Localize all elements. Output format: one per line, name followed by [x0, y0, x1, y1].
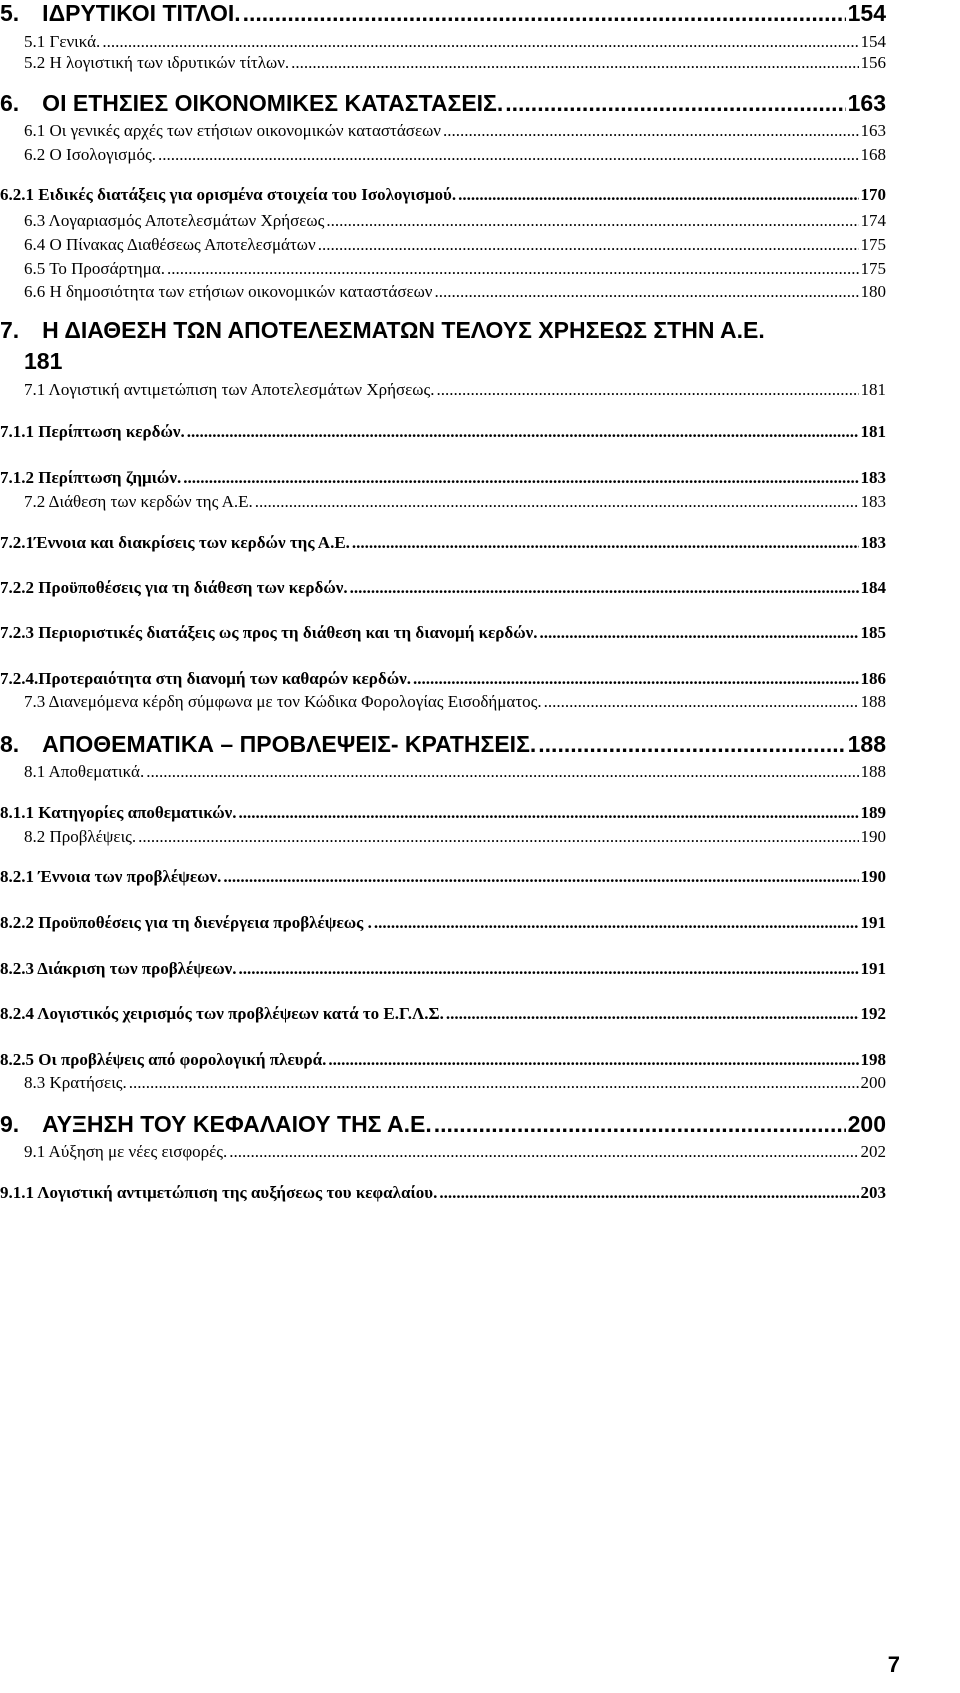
toc-entry-page: 184 — [860, 578, 886, 597]
toc-entry-page: 192 — [860, 1004, 886, 1023]
toc-entry-label: 7.3 Διανεμόμενα κέρδη σύμφωνα με τον Κώδικα Φορολογίας Εισοδήματος. — [24, 692, 542, 711]
toc-entry-label: 6.1 Οι γενικές αρχές των ετήσιων οικονομικών καταστάσεων — [24, 121, 441, 140]
toc-entry-label: 6.4 Ο Πίνακας Διαθέσεως Αποτελεσμάτων — [24, 235, 316, 254]
toc-entry-label: 9. ΑΥΞΗΣΗ ΤΟΥ ΚΕΦΑΛΑΙΟΥ ΤΗΣ Α.Ε. — [0, 1111, 432, 1137]
toc-entry-label: 7.1 Λογιστική αντιμετώπιση των Αποτελεσμάτων Χρήσεως. — [24, 380, 435, 399]
toc-entry-label: 9.1.1 Λογιστική αντιμετώπιση της αυξήσεως του κεφαλαίου. — [0, 1183, 438, 1202]
toc-entry-page: 168 — [860, 145, 886, 164]
toc-entry-label: 8.2.1 Έννοια των προβλέψεων. — [0, 867, 222, 886]
toc-entry-label: 5.1 Γενικά. — [24, 32, 101, 51]
toc-entry-label: 6.3 Λογαριασμός Αποτελεσμάτων Χρήσεως — [24, 211, 325, 230]
toc-entry-label: 7.2 Διάθεση των κερδών της Α.Ε. — [24, 492, 253, 511]
toc-entry-label: 7.2.4.Προτεραιότητα στη διανομή των καθαρών κερδών. — [0, 669, 411, 688]
toc-entry-label: 5.2 Η λογιστική των ιδρυτικών τίτλων. — [24, 53, 290, 72]
toc-entry-page: 180 — [860, 282, 886, 301]
toc-entry-page: 181 — [24, 348, 63, 374]
toc-entry-label: 6.6 Η δημοσιότητα των ετήσιων οικονομικών καταστάσεων — [24, 282, 433, 301]
toc-entry-page: 198 — [860, 1050, 886, 1069]
toc-entry-page: 183 — [860, 492, 886, 511]
toc-entry-label: 6. ΟΙ ΕΤΗΣΙΕΣ ΟΙΚΟΝΟΜΙΚΕΣ ΚΑΤΑΣΤΑΣΕΙΣ. — [0, 90, 504, 116]
toc-entry-page: 202 — [860, 1142, 886, 1161]
toc-entry-label: 7.2.1Έννοια και διακρίσεις των κερδών της Α.Ε. — [0, 533, 350, 552]
toc-entry-label: 8.2.3 Διάκριση των προβλέψεων. — [0, 959, 237, 978]
toc-entry-label: 8.2.2 Προϋποθέσεις για τη διενέργεια προβλέψεως . — [0, 913, 372, 932]
toc-entry-page: 191 — [860, 913, 886, 932]
toc-entry-page: 163 — [847, 90, 886, 116]
toc-entry-page: 174 — [860, 211, 886, 230]
toc-entry-page: 186 — [860, 669, 886, 688]
toc-entry-page: 154 — [860, 32, 886, 51]
toc-entry-label: 8.2.5 Οι προβλέψεις από φορολογική πλευρά. — [0, 1050, 327, 1069]
toc-entry-page: 170 — [860, 185, 886, 204]
toc-entry-label: 8.1 Αποθεματικά. — [24, 762, 145, 781]
toc-entry-page: 154 — [847, 0, 886, 26]
toc-entry-label: 8.2.4 Λογιστικός χειρισμός των προβλέψεων κατά το Ε.Γ.Λ.Σ. — [0, 1004, 444, 1023]
toc-entry-page: 200 — [860, 1073, 886, 1092]
toc-entry-page: 185 — [860, 623, 886, 642]
toc-entry-label: 6.5 Το Προσάρτημα. — [24, 259, 165, 278]
toc-entry-page: 188 — [847, 731, 886, 757]
toc-entry-page: 181 — [860, 422, 886, 441]
toc-entry-label: 9.1 Αύξηση με νέες εισφορές. — [24, 1142, 228, 1161]
toc-entry-page: 188 — [860, 692, 886, 711]
toc-entry-page: 156 — [860, 53, 886, 72]
toc-entry-page: 163 — [860, 121, 886, 140]
toc-entry-label: 6.2 Ο Ισολογισμός. — [24, 145, 156, 164]
toc-entry-label: 8.1.1 Κατηγορίες αποθεματικών. — [0, 803, 237, 822]
toc-entry-page: 190 — [860, 867, 886, 886]
page-number: 7 — [887, 1652, 900, 1677]
toc-entry-page: 189 — [860, 803, 886, 822]
toc-entry-label: 8.3 Κρατήσεις. — [24, 1073, 127, 1092]
toc-entry-page: 203 — [860, 1183, 886, 1202]
toc-entry-label: 7.2.2 Προϋποθέσεις για τη διάθεση των κερδών. — [0, 578, 348, 597]
toc-entry-page: 183 — [860, 468, 886, 487]
toc-entry-page: 175 — [860, 259, 886, 278]
toc-entry-page: 200 — [847, 1111, 886, 1137]
toc-entry-page: 190 — [860, 827, 886, 846]
toc-entry-label: 8.2 Προβλέψεις. — [24, 827, 137, 846]
toc-entry-label: 7.2.3 Περιοριστικές διατάξεις ως προς τη διάθεση και τη διανομή κερδών. — [0, 623, 538, 642]
toc-entry-label: 7.1.2 Περίπτωση ζημιών. — [0, 468, 182, 487]
toc-entry-label: 6.2.1 Ειδικές διατάξεις για ορισμένα στοιχεία του Ισολογισμού. — [0, 185, 457, 204]
toc-entry-page: 188 — [860, 762, 886, 781]
toc-entry-chapter-7[interactable] — [0, 317, 765, 375]
toc-entry-label: 7. Η ΔΙΑΘΕΣΗ ΤΩΝ ΑΠΟΤΕΛΕΣΜΑΤΩΝ ΤΕΛΟΥΣ ΧΡΗΣΕΩΣ ΣΤΗΝ Α.Ε. — [0, 317, 765, 343]
toc-entry-label: 7.1.1 Περίπτωση κερδών. — [0, 422, 185, 441]
toc-entry-page: 191 — [860, 959, 886, 978]
toc-entry-page: 183 — [860, 533, 886, 552]
toc-entry-page: 181 — [860, 380, 886, 399]
toc-entry-page: 175 — [860, 235, 886, 254]
toc-entry-label: 5. ΙΔΡΥΤΙΚΟΙ ΤΙΤΛΟΙ. — [0, 0, 241, 26]
toc-entry-label: 8. ΑΠΟΘΕΜΑΤΙΚΑ – ΠΡΟΒΛΕΨΕΙΣ- ΚΡΑΤΗΣΕΙΣ. — [0, 731, 537, 757]
